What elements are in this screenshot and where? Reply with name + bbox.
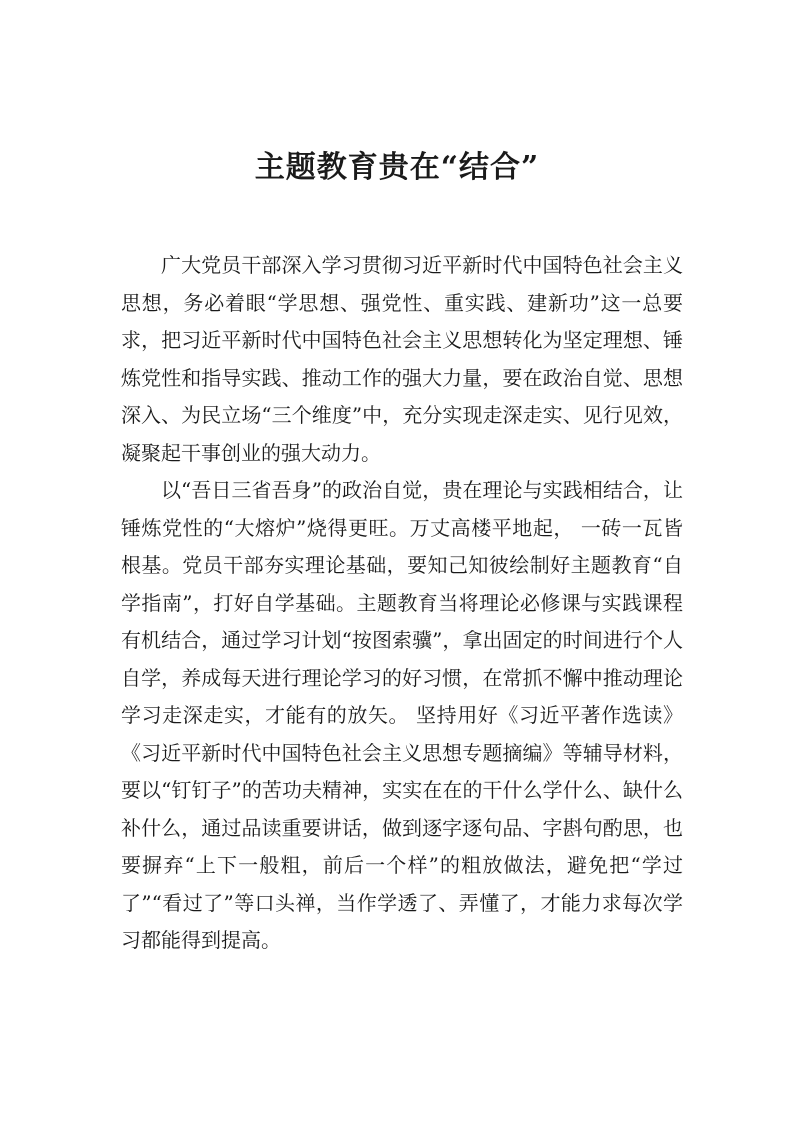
paragraph-1: 广大党员干部深入学习贯彻习近平新时代中国特色社会主义思想，务必着眼“学思想、强党性、重实践、建新功”这一总要求，把习近平新时代中国特色社会主义思想转化为坚定理想、锤炼党性和指导实践、推动工作的强大力量，要在政治自觉、思想深入、为民立场“三个维度”中，充分实现走深走实、见行见效，凝聚起干事创业的强大动力。 (121, 253, 683, 465)
paragraph-2: 以“吾日三省吾身”的政治自觉，贵在理论与实践相结合，让锤炼党性的“大熔炉”烧得更旺。万丈高楼平地起， 一砖一瓦皆根基。党员干部夯实理论基础，要知己知彼绘制好主题教育“自学指南”，打好自学基础。主题教育当将理论必修课与实践课程有机结合，通过学习计划“按图索骥”，拿出固定的时间进行个人自学，养成每天进行理论学习的好习惯，在常抓不懈中推动理论学习走深走实，才能有的放矢。 坚持用好《习近平著作选读》《习近平新时代中国特色社会主义思想专题摘编》等辅导材料，要以“钉钉子”的苦功夫精神，实实在在的干什么学什么、缺什么补什么，通过品读重要讲话，做到逐字逐句品、字斟句酌思，也要摒弃“上下一般粗，前后一个样”的粗放做法，避免把“学过了”“看过了”等口头禅，当作学透了、弄懂了，才能力求每次学习都能得到提高。 (121, 478, 683, 952)
document-title: 主题教育贵在“结合” (254, 150, 540, 185)
document-body (121, 247, 683, 960)
